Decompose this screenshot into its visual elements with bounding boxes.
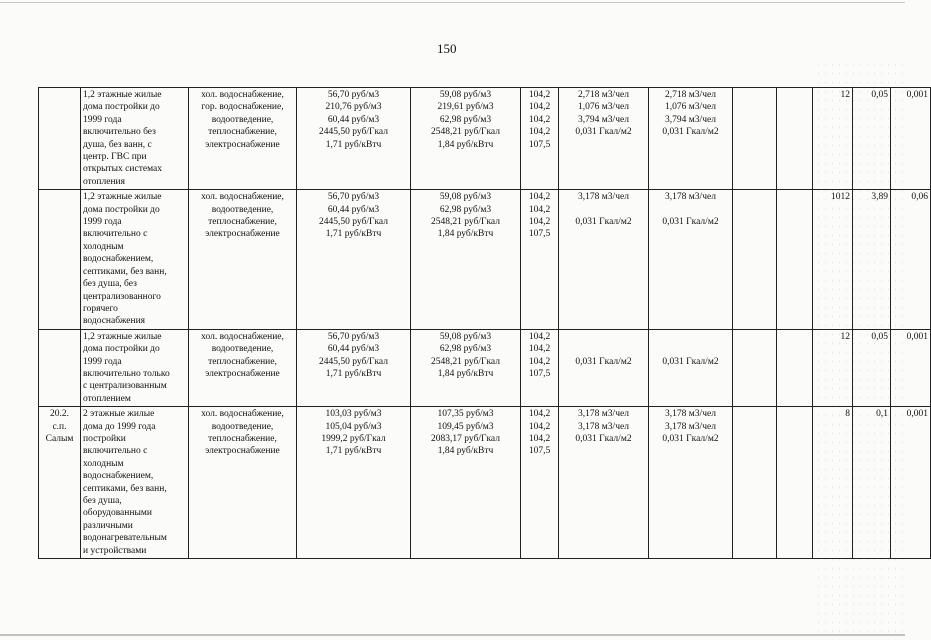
cell-value-2: 3,89 [853, 190, 891, 329]
cell-services: хол. водоснабжение, гор. водоснабжение, водоотведение, теплоснабжение, электроснабжение [189, 88, 297, 190]
cell-services: хол. водоснабжение, водоотведение, теплоснабжение, электроснабжение [189, 190, 297, 329]
cell-value-3: 0,001 [891, 88, 931, 190]
cell-value-2: 0,05 [853, 88, 891, 190]
cell-value-3: 0,06 [891, 190, 931, 329]
cell-num [39, 190, 81, 329]
cell-norm-new: 3,178 м3/чел 3,178 м3/чел 0,031 Гкал/м2 [649, 407, 733, 559]
cell-tariff-current: 56,70 руб/м3 60,44 руб/м3 2445,50 руб/Гкал 1,71 руб/кВтч [297, 329, 411, 406]
cell-tariff-new: 59,08 руб/м3 62,98 руб/м3 2548,21 руб/Гкал 1,84 руб/кВтч [411, 190, 521, 329]
cell-blank [733, 190, 777, 329]
cell-norm-current: 2,718 м3/чел 1,076 м3/чел 3,794 м3/чел 0,031 Гкал/м2 [559, 88, 649, 190]
scan-edge-bottom [0, 634, 905, 636]
cell-blank [733, 407, 777, 559]
cell-value-2: 0,1 [853, 407, 891, 559]
cell-value-2: 0,05 [853, 329, 891, 406]
cell-description: 1,2 этажные жилые дома постройки до 1999 года включительно только с централизованным отоплением [81, 329, 189, 406]
cell-tariff-current: 56,70 руб/м3 60,44 руб/м3 2445,50 руб/Гкал 1,71 руб/кВтч [297, 190, 411, 329]
cell-norm-current: 3,178 м3/чел 0,031 Гкал/м2 [559, 190, 649, 329]
table-row [39, 329, 931, 406]
cell-blank [777, 329, 813, 406]
cell-description: 2 этажные жилые дома до 1999 года постройки включительно с холодным водоснабжением, септиками, без ванн, без душа, оборудованными различными водонагревательным и устройствами [81, 407, 189, 559]
cell-norm-current: 3,178 м3/чел 3,178 м3/чел 0,031 Гкал/м2 [559, 407, 649, 559]
cell-tariff-new: 59,08 руб/м3 219,61 руб/м3 62,98 руб/м3 2548,21 руб/Гкал 1,84 руб/кВтч [411, 88, 521, 190]
cell-tariff-new: 107,35 руб/м3 109,45 руб/м3 2083,17 руб/Гкал 1,84 руб/кВтч [411, 407, 521, 559]
cell-num: 20.2. с.п. Салым [39, 407, 81, 559]
cell-index: 104,2 104,2 104,2 104,2 107,5 [521, 88, 559, 190]
cell-value-3: 0,001 [891, 329, 931, 406]
cell-value-1: 1012 [813, 190, 853, 329]
cell-value-3: 0,001 [891, 407, 931, 559]
scan-edge-top [0, 2, 905, 3]
cell-blank [733, 88, 777, 190]
page-number: 150 [437, 41, 457, 56]
cell-services: хол. водоснабжение, водоотведение, теплоснабжение, электроснабжение [189, 407, 297, 559]
cell-tariff-current: 56,70 руб/м3 210,76 руб/м3 60,44 руб/м3 2445,50 руб/Гкал 1,71 руб/кВтч [297, 88, 411, 190]
cell-blank [777, 88, 813, 190]
table-row [39, 88, 931, 190]
table-row [39, 407, 931, 559]
cell-value-1: 12 [813, 88, 853, 190]
cell-value-1: 12 [813, 329, 853, 406]
cell-num [39, 329, 81, 406]
cell-services: хол. водоснабжение, водоотведение, теплоснабжение, электроснабжение [189, 329, 297, 406]
cell-norm-current: 0,031 Гкал/м2 [559, 329, 649, 406]
tariff-table [38, 87, 931, 559]
cell-index: 104,2 104,2 104,2 107,5 [521, 407, 559, 559]
cell-index: 104,2 104,2 104,2 107,5 [521, 190, 559, 329]
cell-norm-new: 0,031 Гкал/м2 [649, 329, 733, 406]
cell-blank [777, 190, 813, 329]
cell-description: 1,2 этажные жилые дома постройки до 1999 года включительно с холодным водоснабжением, септиками, без ванн, без душа, без централизованного горячего водоснабжения [81, 190, 189, 329]
table-row [39, 190, 931, 329]
cell-blank [733, 329, 777, 406]
cell-value-1: 8 [813, 407, 853, 559]
cell-tariff-current: 103,03 руб/м3 105,04 руб/м3 1999,2 руб/Гкал 1,71 руб/кВтч [297, 407, 411, 559]
cell-num [39, 88, 81, 190]
cell-index: 104,2 104,2 104,2 107,5 [521, 329, 559, 406]
cell-blank [777, 407, 813, 559]
cell-tariff-new: 59,08 руб/м3 62,98 руб/м3 2548,21 руб/Гкал 1,84 руб/кВтч [411, 329, 521, 406]
cell-description: 1,2 этажные жилые дома постройки до 1999 года включительно без душа, без ванн, с центр. ГВС при открытых системах отопления [81, 88, 189, 190]
cell-norm-new: 3,178 м3/чел 0,031 Гкал/м2 [649, 190, 733, 329]
cell-norm-new: 2,718 м3/чел 1,076 м3/чел 3,794 м3/чел 0,031 Гкал/м2 [649, 88, 733, 190]
